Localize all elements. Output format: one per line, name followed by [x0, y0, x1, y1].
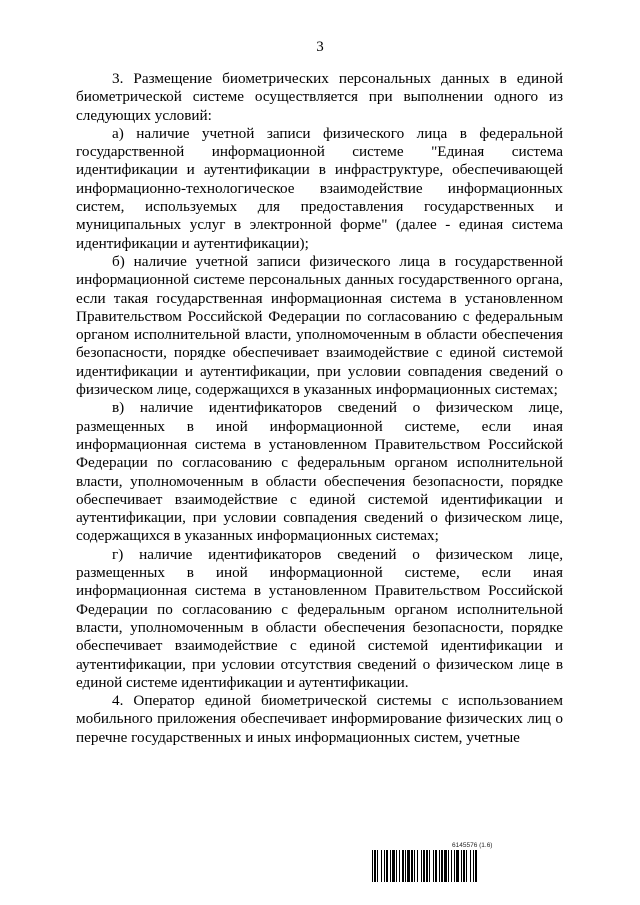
paragraph-3g: г) наличие идентификаторов сведений о физическом лице, размещенных в иной информационной системе, если иная информационная система в установленном Правительством Российской Федерации по согласованию с федеральным органом исполнительной власти, уполномоченным в области обеспечения безопасности, порядке обеспечивает взаимодействие с единой системой идентификации и аутентификации, при условии отсутствия сведений о физическом лице в единой системе идентификации и аутентификации.	[76, 545, 563, 691]
paragraph-3v: в) наличие идентификаторов сведений о физическом лице, размещенных в иной информационной системе, если иная информационная система в установленном Правительством Российской Федерации по согласованию с федеральным органом исполнительной власти, уполномоченным в области обеспечения безопасности, порядке обеспечивает взаимодействие с единой системой идентификации и аутентификации, при условии совпадения сведений о физическом лице, содержащихся в указанных информационных системах;	[76, 399, 563, 545]
document-code: 6145576 (1.6)	[452, 842, 493, 849]
paragraph-4: 4. Оператор единой биометрической системы с использованием мобильного приложения обеспечивает информирование физических лиц о перечне государственных и иных информационных систем, учетные	[76, 692, 563, 746]
paragraph-3b: б) наличие учетной записи физического лица в государственной информационной системе персональных данных государственного органа, если такая государственная информационная система в установленном Правительством Российской Федерации по согласованию с федеральным органом исполнительной власти, уполномоченным в области обеспечения безопасности, порядке обеспечивает взаимодействие с единой системой идентификации и аутентификации, при условии совпадения сведений о физическом лице, содержащихся в указанных информационных системах;	[76, 252, 563, 399]
page-number: 3	[316, 39, 324, 55]
paragraph-3a: а) наличие учетной записи физического лица в федеральной государственной информационной системе "Единая система идентификации и аутентификации в инфраструктуре, обеспечивающей информационно-технологическое взаимодействие информационных систем, используемых для предоставления государственных и муниципальных услуг в электронной форме" (далее - единая система идентификации и аутентификации);	[76, 124, 563, 252]
barcode-image	[372, 850, 567, 882]
paragraph-3: 3. Размещение биометрических персональных данных в единой биометрической системе осуществляется при выполнении одного из следующих условий:	[76, 70, 563, 124]
document-body	[76, 70, 563, 747]
